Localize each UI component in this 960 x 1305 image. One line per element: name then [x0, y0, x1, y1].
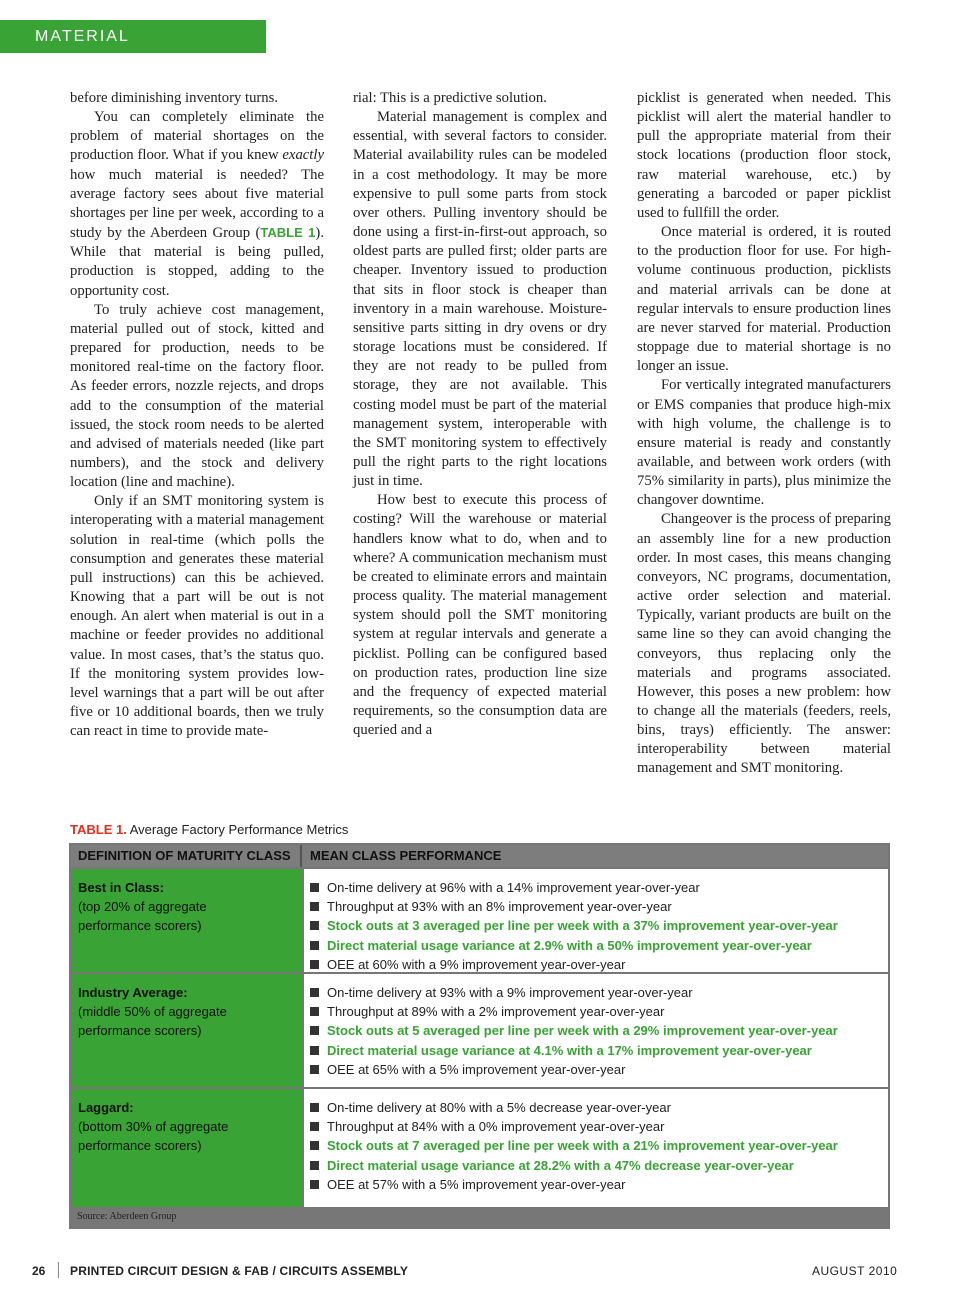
metric-text: Throughput at 93% with an 8% improvement year-over-year: [327, 899, 672, 915]
square-bullet-icon: [310, 1122, 319, 1131]
metric-text: Stock outs at 5 averaged per line per week with a 29% improvement year-over-year: [327, 1023, 838, 1039]
page-number: 26: [32, 1264, 46, 1278]
list-item: [310, 1041, 838, 1060]
square-bullet-icon: [310, 1007, 319, 1016]
square-bullet-icon: [310, 1141, 319, 1150]
paragraph: Once material is ordered, it is routed to the production floor for use. For high-volume continuous production, picklists and material arrivals can be done at regular intervals to ensure production lines are never starved for material. Production stoppage due to material shortage is no longer an issue.: [637, 224, 891, 375]
class-description: (top 20% of aggregate: [78, 899, 207, 914]
list-item: [310, 1175, 838, 1194]
square-bullet-icon: [310, 988, 319, 997]
list-item: [310, 936, 838, 955]
table-caption: [70, 822, 348, 837]
list-item: [310, 916, 838, 935]
list-item: [310, 897, 838, 916]
class-title: Laggard:: [78, 1100, 134, 1115]
metric-text: OEE at 57% with a 5% improvement year-over-year: [327, 1176, 626, 1192]
metric-text: On-time delivery at 80% with a 5% decrease year-over-year: [327, 1100, 671, 1115]
table-title: Average Factory Performance Metrics: [126, 822, 349, 837]
list-item: [310, 1136, 838, 1155]
metrics-list: [310, 1098, 838, 1194]
paragraph: [70, 108, 324, 301]
list-item: [310, 955, 838, 974]
metric-text: Direct material usage variance at 28.2% with a 47% decrease year-over-year: [327, 1157, 794, 1173]
square-bullet-icon: [310, 1161, 319, 1170]
article-column-3: [637, 89, 891, 779]
emphasis-text: exactly: [282, 147, 324, 164]
class-description: performance scorers): [78, 1138, 202, 1153]
maturity-class-cell: [71, 974, 302, 1087]
paragraph: rial: This is a predictive solution.: [353, 90, 547, 106]
metric-text: Direct material usage variance at 2.9% with a 50% improvement year-over-year: [327, 937, 812, 953]
metric-text: Direct material usage variance at 4.1% with a 17% improvement year-over-year: [327, 1042, 812, 1058]
square-bullet-icon: [310, 1026, 319, 1035]
list-item: [310, 1021, 838, 1040]
square-bullet-icon: [310, 941, 319, 950]
list-item: [310, 878, 838, 897]
square-bullet-icon: [310, 921, 319, 930]
footer-divider: [58, 1262, 59, 1278]
metric-text: OEE at 65% with a 5% improvement year-over-year: [327, 1061, 626, 1077]
section-header: [0, 20, 266, 78]
list-item: [310, 1117, 838, 1136]
class-title: Best in Class:: [78, 880, 164, 895]
table-label: TABLE 1.: [70, 822, 127, 837]
square-bullet-icon: [310, 883, 319, 892]
paragraph: To truly achieve cost management, material pulled out of stock, kitted and prepared for production, needs to be monitored real-time on the factory floor. As feeder errors, nozzle rejects, and drops add to the consumption of the material issued, the stock room needs to be alerted and advised of materials needed (like part numbers), and the stock and delivery location (line and machine).: [70, 301, 324, 491]
paragraph: Only if an SMT monitoring system is interoperating with a material management solution in real-time (which polls the consumption and generates these material pull instructions) can this be achieved. Knowing that a part will be out is not enough. An alert when material is out in a machine or feeder provides no additional value. In most cases, that’s the status quo. If the monitoring system provides low-level warnings that a part will be out after five or 10 additional boards, then we truly can react in time to provide mate-: [70, 493, 324, 740]
class-description: (middle 50% of aggregate: [78, 1004, 227, 1019]
maturity-class-cell: [71, 869, 302, 972]
publication-name: PRINTED CIRCUIT DESIGN & FAB / CIRCUITS ASSEMBLY: [70, 1264, 409, 1278]
maturity-class-cell: [71, 1089, 302, 1207]
paragraph-text: how much material is needed? The average factory sees about five material shortages per line per week, according to a study by the Aberdeen Group (: [70, 166, 324, 242]
square-bullet-icon: [310, 960, 319, 969]
square-bullet-icon: [310, 1180, 319, 1189]
paragraph: Changeover is the process of preparing an assembly line for a new production order. In most cases, this means changing conveyors, NC programs, documentation, active order selection and material. Typically, variant products are built on the same line so they can avoid changing the conveyors, thus replacing only the materials and programs associated. However, this poses a new problem: how to change all the materials (feeders, reels, bins, trays) efficiently. The answer: interoperability between material management and SMT monitoring.: [637, 511, 891, 777]
list-item: [310, 983, 838, 1002]
section-header-light: MATERIAL: [35, 28, 130, 45]
list-item: [310, 1002, 838, 1021]
metric-text: Stock outs at 7 averaged per line per week with a 21% improvement year-over-year: [327, 1138, 838, 1154]
performance-cell: [304, 1089, 888, 1207]
metrics-list: [310, 983, 838, 1079]
performance-cell: [304, 869, 888, 972]
class-description: performance scorers): [78, 1023, 202, 1038]
metric-text: On-time delivery at 93% with a 9% improvement year-over-year: [327, 985, 693, 1000]
paragraph: How best to execute this process of costing? Will the warehouse or material handlers know what to do, when and to where? A communication mechanism must be created to eliminate errors and maintain process quality. The material management system should poll the SMT monitoring system at regular intervals and generate a picklist. Polling can be configured based on production rates, production line size and the frequency of expected material requirements, so the consumption data are queried and a: [353, 492, 607, 739]
paragraph: picklist is generated when needed. This picklist will alert the material handler to pull the appropriate material from their stock locations (production floor stock, raw material warehouse, etc.) by generating a barcoded or paper picklist used to fullfill the order.: [637, 90, 891, 221]
issue-date: AUGUST 2010: [812, 1264, 898, 1278]
list-item: [310, 1156, 838, 1175]
table-source: Source: Aberdeen Group: [77, 1211, 177, 1222]
metrics-list: [310, 878, 838, 974]
metric-text: Throughput at 89% with a 2% improvement year-over-year: [327, 1004, 665, 1020]
table-header-divider: [300, 845, 302, 867]
class-description: (bottom 30% of aggregate: [78, 1119, 229, 1134]
table-reference: TABLE 1: [260, 225, 316, 241]
metric-text: OEE at 60% with a 9% improvement year-over-year: [327, 956, 626, 972]
performance-cell: [304, 974, 888, 1087]
square-bullet-icon: [310, 1103, 319, 1112]
paragraph-text: ). While that material is being pulled, production is stopped, adding to the opportunity cost.: [70, 225, 324, 299]
table-header-performance: MEAN CLASS PERFORMANCE: [310, 848, 502, 863]
list-item: [310, 1060, 838, 1079]
paragraph: For vertically integrated manufacturers or EMS companies that produce high-mix with high volume, the challenge is to ensure material is ready and constantly available, and between work orders (with 75% similarity in parts), plus minimize the changover downtime.: [637, 377, 891, 509]
table-row: [71, 869, 888, 972]
square-bullet-icon: [310, 902, 319, 911]
metric-text: Stock outs at 3 averaged per line per week with a 37% improvement year-over-year: [327, 918, 838, 934]
table-row: [71, 1089, 888, 1207]
table-row: [71, 974, 888, 1087]
list-item: [310, 1098, 838, 1117]
metric-text: On-time delivery at 96% with a 14% improvement year-over-year: [327, 880, 700, 895]
article-column-1: [70, 89, 324, 741]
class-title: Industry Average:: [78, 985, 188, 1000]
paragraph: Material management is complex and essential, with several factors to consider. Material availability rules can be modeled in a cost methodology. It may be more expensive to pull some parts from stock over others. Pulling inventory should be done using a first-in-first-out approach, so oldest parts are pulled first; older parts are cheaper. Inventory issued to production that sits in floor stock is cheaper than inventory in a main warehouse. Moisture-sensitive parts sitting in dry ovens or dry storage locations must be considered. If they are not ready to be pulled from storage, they are not available. This costing model must be part of the material management system, interoperable with the SMT monitoring system to effectively pull the right parts to the right locations just in time.: [353, 109, 607, 490]
paragraph-text: You can completely eliminate the problem of material shortages on the production floor. What if you knew: [70, 109, 324, 164]
paragraph: before diminishing inventory turns.: [70, 90, 279, 106]
square-bullet-icon: [310, 1065, 319, 1074]
metric-text: Throughput at 84% with a 0% improvement year-over-year: [327, 1119, 665, 1135]
section-header-bold: MANAGEMENT: [35, 61, 172, 78]
table-header-maturity-class: DEFINITION OF MATURITY CLASS: [78, 848, 291, 863]
table-header-row: [71, 845, 888, 867]
class-description: performance scorers): [78, 918, 202, 933]
article-column-2: [353, 89, 607, 740]
square-bullet-icon: [310, 1046, 319, 1055]
